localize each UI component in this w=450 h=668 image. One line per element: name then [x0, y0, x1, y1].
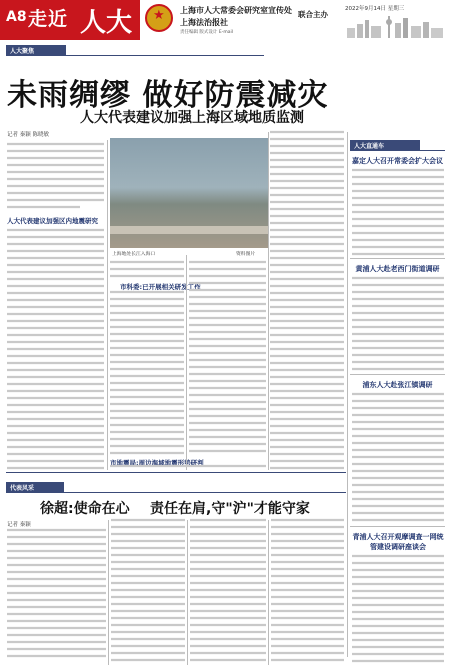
- section-label: 人大聚焦: [10, 48, 35, 55]
- subtitle-1: 人大代表建议加强区内地震研究: [7, 217, 98, 225]
- section-label-b: 人大: [80, 8, 133, 38]
- right-item-title-1: 嘉定人大召开常委会扩大会议: [352, 157, 443, 165]
- photo-caption: 上海地处长江入海口: [112, 252, 156, 257]
- section-label: 代表风采: [10, 485, 35, 492]
- right-item-title-4: 青浦人大召开观摩调查一网统管建设调研座谈会: [352, 533, 444, 551]
- right-item-title-3: 浦东人大赴张江镇调研: [362, 381, 433, 389]
- divider: [350, 526, 445, 527]
- bottom-byline: 记者 秦颖: [7, 522, 31, 528]
- publisher-1: 上海市人大常委会研究室宣传处: [180, 6, 292, 15]
- section-bar-right: [350, 140, 420, 150]
- subtitle-3: 市地震局:周边海域地震形势研判: [110, 459, 204, 467]
- issue-date: 2022年9月14日 星期三: [345, 6, 405, 12]
- section-label-a: 走近: [28, 8, 69, 30]
- lead-subheadline: 人大代表建议加强上海区域地质监测: [80, 110, 304, 126]
- divider: [6, 492, 346, 493]
- divider: [350, 258, 445, 259]
- lead-byline: 记者 秦颖 陈晓敏: [7, 132, 49, 138]
- bottom-headline-left: 徐超:使命在心: [40, 501, 130, 517]
- section-label: 人大直通车: [354, 143, 385, 150]
- column-divider: [268, 520, 269, 665]
- divider: [350, 374, 445, 375]
- lead-headline: 未雨绸缪 做好防震减灾: [7, 78, 329, 113]
- divider: [6, 472, 346, 473]
- right-item-title-2: 黄浦人大赴老西门街道调研: [355, 265, 440, 273]
- column-divider: [187, 520, 188, 665]
- column-divider: [108, 520, 109, 665]
- publisher-2: 上海法治报社: [180, 18, 228, 27]
- page-number: A8: [6, 9, 27, 25]
- divider: [350, 150, 445, 151]
- editor-credit: 责任编辑 版式设计 E-mail: [180, 30, 233, 35]
- photo-credit: 资料图片: [236, 252, 256, 257]
- bottom-headline-right: 责任在肩,守"沪"才能守家: [150, 501, 310, 517]
- host-label: 联合主办: [298, 10, 328, 19]
- section-bar-bottom: [6, 482, 64, 492]
- subtitle-2: 市科委:已开展相关研发工作: [120, 283, 201, 291]
